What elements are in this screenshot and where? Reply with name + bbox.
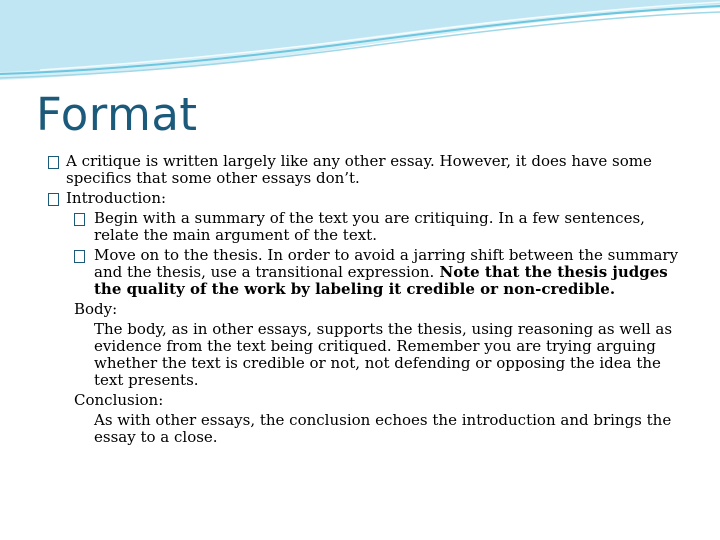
section-text (46, 321, 686, 389)
section-label (46, 301, 686, 318)
section-label-text: Body: (74, 300, 118, 318)
square-bullet-icon (74, 250, 85, 263)
section-text (46, 412, 686, 446)
slide-body (46, 153, 686, 449)
sub-bullet-item (46, 247, 686, 298)
section-label-text: Conclusion: (74, 391, 164, 409)
bullet-item (46, 190, 686, 207)
bullet-text: A critique is written largely like any other essay. However, it does have some specifics that some other essays don’t. (66, 152, 652, 187)
bullet-text: Begin with a summary of the text you are critiquing. In a few sentences, relate the main argument of the text. (94, 209, 645, 244)
bullet-text-bold: Note that the thesis judges the quality of the work by labeling it credible or non-credible. (94, 263, 668, 298)
sub-bullet-item (46, 210, 686, 244)
bullet-text: Introduction: (66, 189, 167, 207)
square-bullet-icon (48, 193, 59, 206)
section-paragraph: The body, as in other essays, supports the thesis, using reasoning as well as evidence from the text being critiqued. Remember you are trying arguing whether the text is credible or not, not defending or opposing the idea the text presents. (94, 320, 673, 389)
slide-title: Format (36, 88, 198, 141)
header-wave-decoration (0, 0, 720, 90)
section-paragraph: As with other essays, the conclusion echoes the introduction and brings the essay to a close. (94, 411, 672, 446)
square-bullet-icon (74, 213, 85, 226)
square-bullet-icon (48, 156, 59, 169)
bullet-item (46, 153, 686, 187)
bullet-text: Move on to the thesis. In order to avoid a jarring shift between the summary and the thesis, use a transitional expression. (94, 246, 679, 281)
section-label (46, 392, 686, 409)
